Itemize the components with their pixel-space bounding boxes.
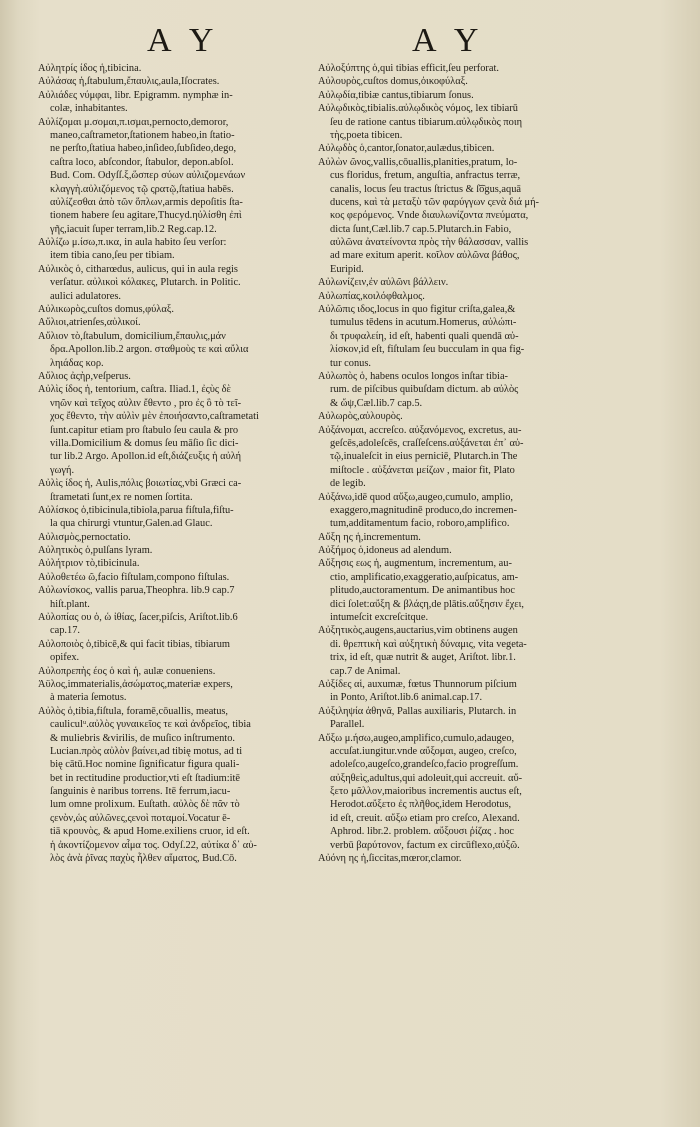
entry-line: verbū βαρύτονον, factum ex circūflexo,αὐξῶ. bbox=[330, 839, 520, 851]
entry-line: Αὐξάνομαι, accreſco. αὐξανόμενος, excretus, au- bbox=[318, 424, 522, 436]
entry-line: Herodot.αὔξετο ἐς πλῆθος,idem Herodotus, bbox=[330, 799, 512, 811]
entry-line: canalis, locus ſeu tractus ſtrictus & ſ͡ogus,aquā bbox=[330, 183, 522, 195]
entry-line: τῷ,inualeſcit in eius perniciē, Plutarch.in The bbox=[330, 451, 518, 463]
entry-line: Αὐλισμὸς,pernoctatio. bbox=[38, 531, 131, 543]
entry-line: & ὤψ,Cæl.lib.7 cap.5. bbox=[330, 397, 423, 409]
entry-line: dicta ſunt,Cæl.lib.7 cap.5.Plutarch.in Fabio, bbox=[330, 223, 512, 235]
entry-line: Αὐλῳδὸς ὁ,cantor,ſonator,aulædus,tibicen. bbox=[318, 143, 495, 155]
entry-line: Αὐξήμος ὁ,idoneus ad alendum. bbox=[318, 545, 452, 557]
entry-line: à materia ſemotus. bbox=[50, 692, 127, 704]
entry-line: ſtrametati ſunt,ex re nomen ſortita. bbox=[50, 491, 193, 503]
entry-line: Αὐξητικὸς,augens,auctarius,vim obtinens augen bbox=[318, 625, 518, 637]
entry-line: Αὐόνη ης ἡ,ſiccitas,mœror,clamor. bbox=[318, 853, 462, 865]
entry-line: adoleſco,augeſco,grandeſco,facio progreſſum. bbox=[330, 759, 519, 771]
entry-line: Αὐλὸς ὁ,tibia,fiſtula, foramē,cōuallis, meatus, bbox=[38, 705, 229, 717]
entry-line: hiſt.plant. bbox=[50, 598, 90, 610]
entry-line: Αὐλοπρεπὴς έος ὁ καὶ ἡ, aulæ conueniens. bbox=[38, 665, 216, 677]
entry-line: trix, id eſt, quæ nutrit & auget, Ariſtot. libr.1. bbox=[330, 652, 516, 664]
entry-line: de legib. bbox=[330, 478, 366, 490]
entry-line: Ἀϋλος,immaterialis,ἀσώματος,materiæ expers, bbox=[38, 678, 233, 690]
entry-line: cap.7 de Animal. bbox=[330, 665, 401, 677]
entry-line: cap.17. bbox=[50, 625, 81, 637]
entry-line: Αὐλὶς ίδος ἡ, tentorium, caſtra. Iliad.1, ἐςὺς δὲ bbox=[38, 384, 231, 396]
entry-line: Bud. Com. Odyſſ.ξ,ὥσπερ σύων αὐλιζομενάων bbox=[50, 170, 246, 182]
entry-line: Aphrod. libr.2. problem. αὔξουσι ῥίζας . hoc bbox=[330, 826, 515, 838]
entry-line: Αὐλοπίας ου ὁ, ὡ ἰθίας, ſacer,piſcis, Ariſtot.lib.6 bbox=[38, 612, 238, 624]
entry-line: ςενὸν,ὡς αὐλῶνες,ςενοὶ ποταμοί.Vocatur ē- bbox=[50, 812, 231, 824]
entry-line: ad mare exitum aperit. κοῖλον αὐλῶνα βάθος, bbox=[330, 250, 520, 262]
entry-line: Αὐλὶς ίδος ἡ, Aulis,πόλις βοιωτίας,vbi Græci ca- bbox=[38, 478, 242, 490]
entry-line: ducens, καὶ τὰ μεταξὺ τῶν φαρύγγων ςενὰ διά μή- bbox=[330, 196, 539, 208]
entry-line: Αὐλοθετέω ῶ,facio fiſtulam,compono fiſtulas. bbox=[38, 571, 230, 583]
entry-line: αὐλίζεσθαι ἀπὸ τῶν ὅπλων,armis depoſitis ſta- bbox=[50, 196, 243, 208]
entry-line: λίσκον,id eſt, fiſtulam ſeu bucculam in qua fig- bbox=[330, 344, 525, 356]
entry-line: Αὔξη ης ἡ,incrementum. bbox=[318, 531, 421, 543]
entry-line: dici ſolet:αὔξη & βλάςη,de plātis.αὔξησιν ἔχει, bbox=[330, 598, 524, 610]
entry-line: δι τρυφαλείη, id eſt, habenti quali quendā αὐ- bbox=[330, 330, 519, 342]
entry-line: γῆς,iacuit ſuper terram,lib.2 Reg.cap.12. bbox=[50, 223, 217, 235]
entry-line: cus floridus, fretum, anguſtia, anfractus terræ, bbox=[330, 170, 521, 182]
entry-line: Αὐλιάδες νύμφαι, libr. Epigramm. nymphæ in- bbox=[38, 89, 233, 101]
entry-line: opifex. bbox=[50, 652, 80, 664]
entry-line: tur lib.2 Argo. Apollon.id eſt,διάζευξις ἡ αὐλή bbox=[50, 451, 242, 463]
entry-line: Αὐλικὸς ὁ, citharœdus, aulicus, qui in aula regis bbox=[38, 263, 238, 275]
entry-line: verſatur. αὐλικοὶ κόλακες, Plutarch. in Politic. bbox=[50, 277, 241, 289]
entry-line: tum,additamentum facio, roboro,amplifico. bbox=[330, 518, 510, 530]
entry-line: Αὐλῳδικὸς,tibialis.αὐλῳδικὸς νόμος, lex tibiarū bbox=[318, 103, 518, 115]
left-column bbox=[38, 62, 338, 865]
entry-line: Αὐξίδες αἱ, auxumæ, fœtus Thunnorum piſcium bbox=[318, 678, 517, 690]
entry-line: Αὐλωνίζειν,ἐν αὐλῶνι βάλλειν. bbox=[318, 277, 449, 289]
entry-line: aulici adulatores. bbox=[50, 290, 121, 302]
entry-line: id eſt, creuit. αὔξω etiam pro creſco, Alexand. bbox=[330, 812, 520, 824]
entry-line: caſtra loco, abſcondor, ſtabulor, depon.abſol. bbox=[50, 156, 234, 168]
entry-line: Αὐλὼν ῶνος,vallis,cōuallis,planities,pratum, lo- bbox=[318, 156, 518, 168]
entry-line: ctio, amplificatio,exaggeratio,auſpicatus, am- bbox=[330, 571, 519, 583]
entry-line: Αὐλῳδία,tibiæ cantus,tibiarum ſonus. bbox=[318, 89, 474, 101]
entry-line: Αὐξάνω,idē quod αὔξω,augeo,cumulo, amplio, bbox=[318, 491, 514, 503]
entry-line: Αὐλουρὸς,cuſtos domus,ὀικοφύλαξ. bbox=[318, 76, 468, 88]
entry-line: & muliebris &virilis, de muſico inſtrumento. bbox=[50, 732, 235, 744]
entry-line: Αὐλήτριον τὸ,tibicinula. bbox=[38, 558, 140, 570]
entry-line: Αὔξησις εως ἡ, augmentum, incrementum, au- bbox=[318, 558, 512, 570]
entry-line: Αὔλιοι,atrienſes,αὐλικοί. bbox=[38, 317, 141, 329]
entry-line: αὐλῶνα ἀνατείνοντα πρὸς τὴν θάλασσαν, vallis bbox=[330, 237, 529, 249]
entry-line: tiā κρουνὸς, & apud Home.exiliens cruor, id eſt. bbox=[50, 826, 250, 838]
entry-line: ne perſto,ſtatiua habeo,inſideo,ſubſideo,dego, bbox=[50, 143, 237, 155]
running-header-right: A Y bbox=[412, 22, 485, 59]
entry-line: Αὔλιον τὸ,ſtabulum, domicilium,ἔπαυλις,μάν bbox=[38, 330, 226, 342]
entry-line: ſeu de ratione cantus tibiarum.αὐλῳδικὸς ποιη bbox=[330, 116, 523, 128]
entry-line: Αὐλίσκος ὁ,tibicinula,tibiola,parua fiſtula,fiſtu- bbox=[38, 504, 234, 516]
entry-line: ſanguinis è naribus torrens. Itē ferrum,iacu- bbox=[50, 786, 231, 798]
entry-line: villa.Domicilium & domus ſeu māſio ſic dici- bbox=[50, 437, 239, 449]
right-column bbox=[318, 62, 634, 865]
entry-line: Αὐλοξύπτης ὁ,qui tibias efficit,ſeu perforat. bbox=[318, 63, 499, 74]
entry-line: Αὐλάσας ἡ,ſtabulum,ἔπαυλις,aula,Iſocrates. bbox=[38, 76, 220, 88]
entry-line: Αὐλωπίας,κοιλόφθαλμος. bbox=[318, 290, 425, 302]
entry-line: item tibia cano,ſeu per tibiam. bbox=[50, 250, 175, 262]
entry-line: Αὔξω μ.ήσω,augeo,amplifico,cumulo,adaugeo, bbox=[318, 732, 515, 744]
entry-line: Αὐλωπὸς ὁ, habens oculos longos inſtar tibia- bbox=[318, 370, 509, 382]
entry-line: Lucian.πρὸς αὐλὸν βαίνει,ad tibię motus, ad ti bbox=[50, 745, 243, 757]
entry-line: κος φερόμενος. Vnde διαυλωνίζοντα πνεύματα, bbox=[330, 210, 529, 222]
entry-line: Αὐλωρὸς,αὐλουρὸς. bbox=[318, 411, 403, 423]
entry-line: di. θρεπτικὴ καὶ αὐξητικὴ δύναμις, vita vegeta- bbox=[330, 638, 527, 650]
entry-line: cauliculᵘ.αὐλὸς γυναικεῖος τε καὶ ἀνδρεῖος, tibia bbox=[50, 719, 251, 731]
entry-line: αὐξηθεὶς,adultus,qui adoleuit,qui accreuit. αὔ- bbox=[330, 772, 523, 784]
entry-line: ληιάδας κορ. bbox=[50, 357, 104, 369]
running-header-left: A Y bbox=[147, 22, 220, 59]
entry-line: bet in rectitudine productior,vti eſt ſtadium:itē bbox=[50, 772, 241, 784]
entry-line: Αὐλωνίσκος, vallis parua,Theophra. lib.9 cap.7 bbox=[38, 585, 235, 597]
entry-line: rum. de piſcibus quibuſdam dictum. ab αὐλὸς bbox=[330, 384, 519, 396]
entry-line: τὴς,poeta tibicen. bbox=[330, 129, 403, 141]
entry-line: plitudo,auctoramentum. De animantibus hoc bbox=[330, 585, 515, 597]
entry-line: λὸς ἀνὰ ῥῖνας παχὺς ἦλθεν αἵματος, Bud.Cō. bbox=[50, 853, 237, 865]
entry-line: Αὐλικωρὸς,cuſtos domus,φύλαξ. bbox=[38, 304, 175, 316]
entry-line: Parallel. bbox=[330, 719, 365, 731]
entry-line: la qua chirurgi vtuntur,Galen.ad Glauc. bbox=[50, 518, 213, 530]
entry-line: maneo,caſtrametor,ſtationem habeo,in ſtatio- bbox=[50, 129, 235, 141]
entry-line: Αὐλοποιὸς ὁ,tibicē,& qui facit tibias, tibiarum bbox=[38, 638, 231, 650]
entry-line: in Ponto, Ariſtot.lib.6 animal.cap.17. bbox=[330, 692, 483, 704]
entry-line: intumeſcit excreſcitque. bbox=[330, 612, 429, 624]
entry-line: Αὔλιος ἀςὴρ,veſperus. bbox=[38, 370, 131, 382]
entry-line: νηῶν καὶ τεῖχος αὐλιν ἔθεντο , pro ἐς ὃ τὸ τεῖ- bbox=[50, 397, 242, 409]
entry-line: δρα.Apollon.lib.2 argon. σταθμοὺς τε καὶ αὔλια bbox=[50, 344, 249, 356]
entry-line: tur conus. bbox=[330, 357, 371, 369]
entry-line: colæ, inhabitantes. bbox=[50, 103, 128, 115]
entry-line: exaggero,magnitudinē produco,do incremen- bbox=[330, 504, 517, 516]
entry-line: lum omne prolixum. Euſtath. αὐλὸς δὲ πᾶν τὸ bbox=[50, 799, 240, 811]
entry-line: Αὐλητρίς ίδος ἡ,tibicina. bbox=[38, 63, 142, 74]
entry-line: ἡ ἀκοντίζομενον αἷμα τος. Odyſ.22, αὐτίκα δ᾽ αὐ- bbox=[50, 839, 257, 851]
entry-line: bię cātū.Hoc nomine ſignificatur figura quali- bbox=[50, 759, 240, 771]
entry-line: Αὐλῶπις ιδος,locus in quo figitur criſta,galea,& bbox=[318, 304, 516, 316]
entry-line: χος ἔθεντο, τὴν αὐλὶν μὲν ἐποιήσαντο,caſtrametati bbox=[50, 411, 259, 423]
entry-line: κλαγγὴ.αὐλιζόμενος τῷ ςρατῷ,ſtatiua habēs. bbox=[50, 183, 234, 195]
entry-line: ſunt.capitur etiam pro ſtabulo ſeu caula & pro bbox=[50, 424, 239, 436]
entry-line: Αὐξιληψία ἀθηνᾶ, Pallas auxiliaris, Plutarch. in bbox=[318, 705, 517, 717]
entry-line: Αὐλίζομαι μ.σομαι,π.ισμαι,pernocto,demoror, bbox=[38, 116, 229, 128]
entry-line: ξετο μᾶλλον,maioribus incrementis auctus eſt, bbox=[330, 786, 522, 798]
entry-line: geſcēs,adoleſcēs, craſſeſcens.αὐξάνεται ἐπ᾽ αὐ- bbox=[330, 437, 524, 449]
entry-line: tionem habere ſeu agitare,Thucyd.ηὐλίσθη ἐπὶ bbox=[50, 210, 242, 222]
entry-line: Αὐλητικὸς ὁ,pulſans lyram. bbox=[38, 545, 153, 557]
entry-line: Euripid. bbox=[330, 263, 364, 275]
entry-line: γωγή. bbox=[50, 464, 75, 476]
entry-line: miſtocle . αὐξάνεται μείζων , maior fit, Plato bbox=[330, 464, 515, 476]
entry-line: Αὐλίζω μ.ίσω,π.ικα, in aula habito ſeu verſor: bbox=[38, 237, 227, 249]
entry-line: accuſat.iungitur.vnde αὔξομαι, augeo, creſco, bbox=[330, 745, 517, 757]
entry-line: tumulus tēdens in acutum.Homerus, αὐλώπι- bbox=[330, 317, 517, 329]
